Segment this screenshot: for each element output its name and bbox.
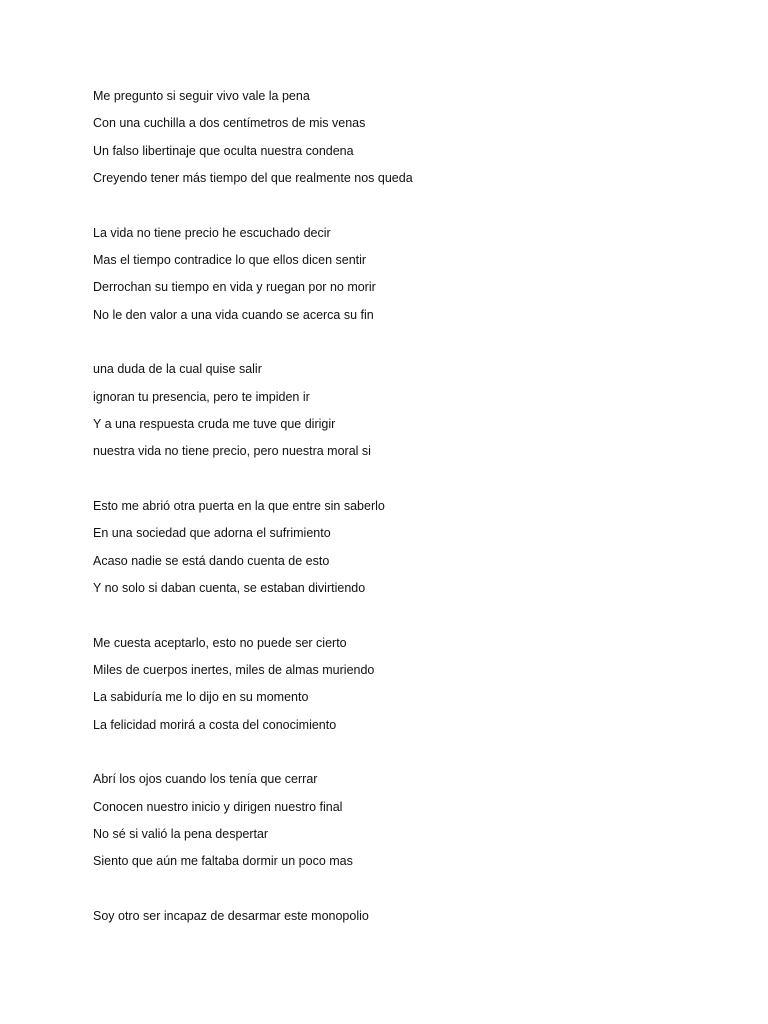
poem-line: La vida no tiene precio he escuchado decir: [93, 225, 331, 240]
poem-line: Con una cuchilla a dos centímetros de mis venas: [93, 116, 366, 131]
poem-line: Y no solo si daban cuenta, se estaban divirtiendo: [93, 580, 366, 595]
poem-line: No le den valor a una vida cuando se acerca su fin: [93, 307, 374, 322]
poem-line: La felicidad morirá a costa del conocimiento: [93, 717, 337, 732]
poem-line: Miles de cuerpos inertes, miles de almas muriendo: [93, 663, 375, 678]
poem-line: Acaso nadie se está dando cuenta de esto: [93, 553, 330, 568]
poem-line: No sé si valió la pena despertar: [93, 827, 269, 842]
stanza-6: [93, 769, 733, 878]
stanza-5: [93, 633, 733, 742]
poem-line: Siento que aún me faltaba dormir un poco mas: [93, 854, 353, 869]
stanza-1: [93, 86, 733, 195]
poem-line: ignoran tu presencia, pero te impiden ir: [93, 389, 310, 404]
poem-line: Creyendo tener más tiempo del que realmente nos queda: [93, 170, 413, 185]
poem-line: Abrí los ojos cuando los tenía que cerrar: [93, 772, 318, 787]
poem-line: Esto me abrió otra puerta en la que entre sin saberlo: [93, 499, 385, 514]
poem-line: una duda de la cual quise salir: [93, 362, 262, 377]
poem-line: Soy otro ser incapaz de desarmar este monopolio: [93, 909, 369, 924]
stanza-3: [93, 359, 733, 468]
poem-line: Y a una respuesta cruda me tuve que dirigir: [93, 416, 336, 431]
poem-line: Me pregunto si seguir vivo vale la pena: [93, 89, 310, 103]
stanza-2: [93, 223, 733, 332]
poem-line: Me cuesta aceptarlo, esto no puede ser cierto: [93, 635, 347, 650]
stanza-7: [93, 906, 733, 933]
poem-line: Conocen nuestro inicio y dirigen nuestro final: [93, 799, 343, 814]
poem-line: La sabiduría me lo dijo en su momento: [93, 690, 309, 705]
poem-body: [93, 86, 733, 961]
poem-line: Mas el tiempo contradice lo que ellos dicen sentir: [93, 252, 367, 267]
poem-line: nuestra vida no tiene precio, pero nuestra moral si: [93, 444, 371, 459]
poem-line: En una sociedad que adorna el sufrimiento: [93, 526, 331, 541]
stanza-4: [93, 496, 733, 605]
poem-line: Derrochan su tiempo en vida y ruegan por no morir: [93, 280, 376, 295]
poem-line: Un falso libertinaje que oculta nuestra condena: [93, 143, 354, 158]
